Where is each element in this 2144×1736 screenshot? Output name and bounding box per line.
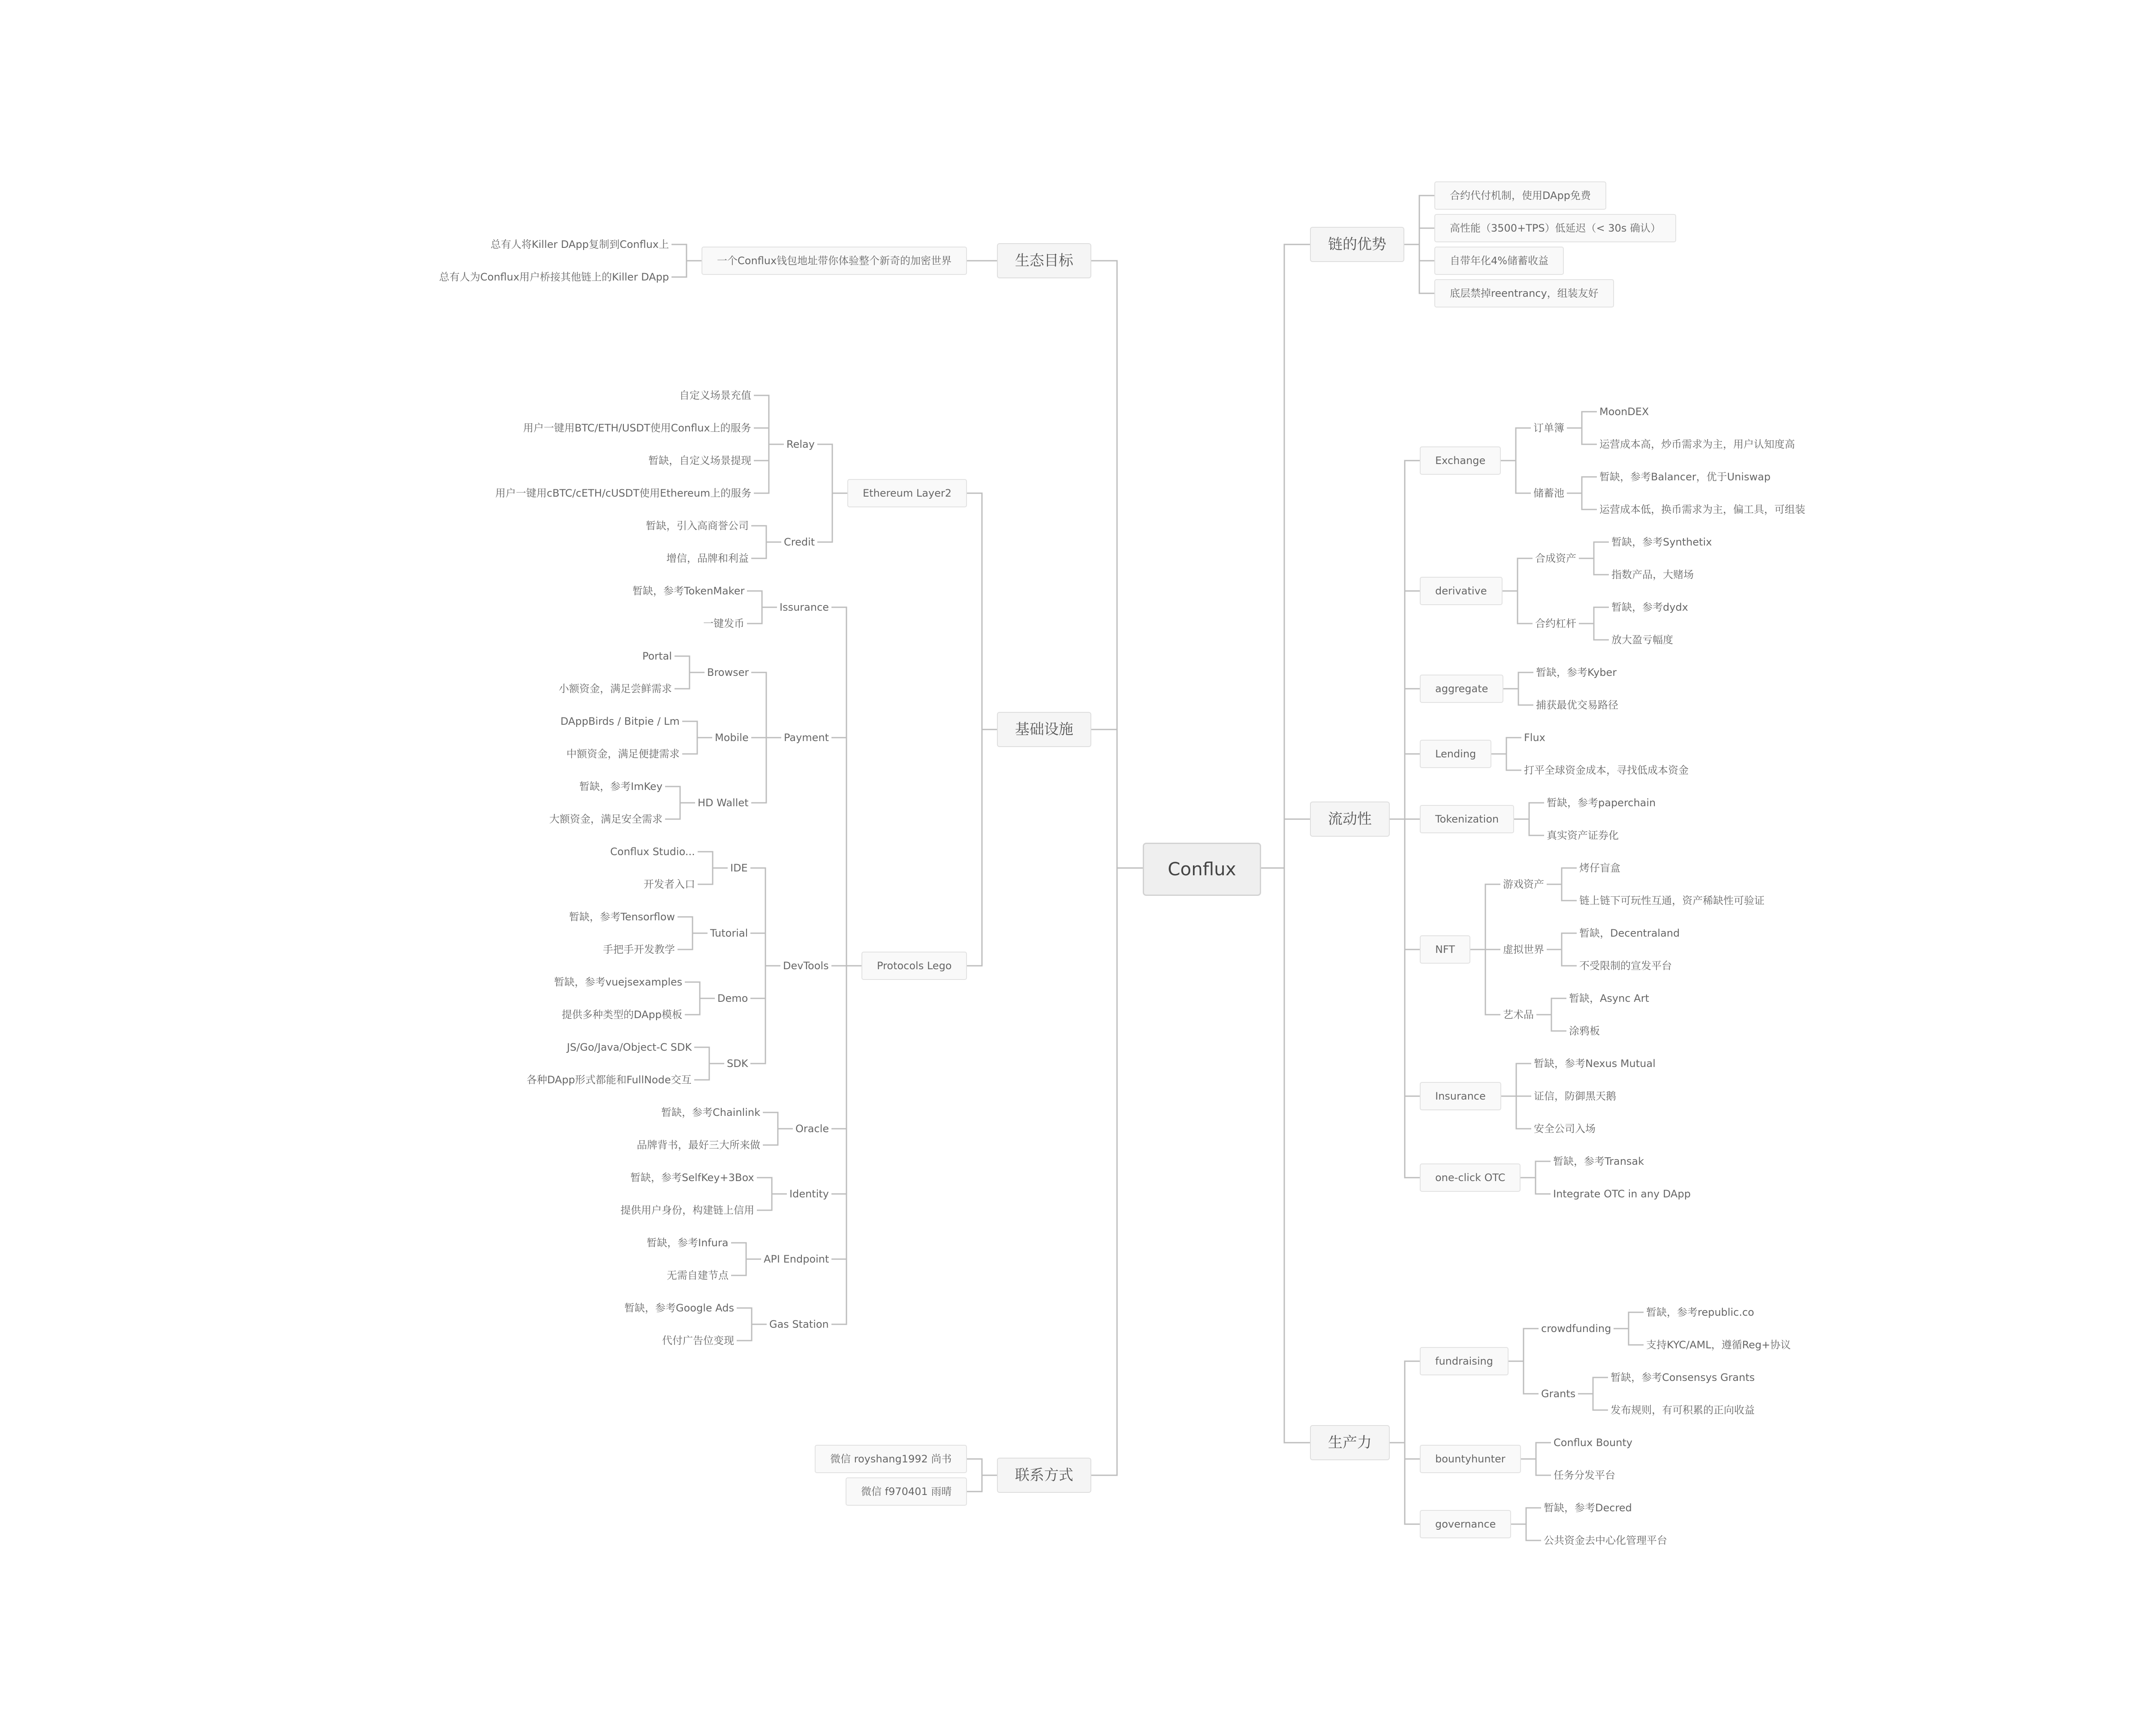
connector-line (1614, 1329, 1644, 1345)
connector-line (1521, 1443, 1551, 1459)
root-node-conflux[interactable]: Conflux (1143, 843, 1261, 896)
connector-line (1501, 428, 1531, 461)
topic-right-1-children-6[interactable]: Insurance (1420, 1082, 1501, 1110)
connector-line (665, 787, 695, 803)
connector-line (685, 982, 715, 998)
leaf-right-1-children-5-children-1-children-0[interactable]: 暂缺，Decentraland (1579, 927, 1680, 939)
connector-line (698, 852, 728, 868)
connector-line (694, 1064, 724, 1080)
connector-line (1578, 1394, 1608, 1410)
connector-line (672, 244, 702, 261)
topic-left-1-children-1-children-1[interactable]: Payment (784, 732, 829, 744)
leaf-right-1-children-3-children-0[interactable]: Flux (1524, 732, 1545, 744)
connector-line (1259, 819, 1310, 868)
connector-line (737, 1324, 767, 1341)
connector-line (1404, 244, 1434, 293)
leaf-left-2-children-0[interactable]: 微信 royshang1992 尚书 (815, 1445, 967, 1473)
connector-line (682, 738, 712, 754)
connector-line (1536, 1015, 1566, 1031)
connector-line (751, 672, 781, 738)
leaf-left-1-children-1-children-2-children-3-children-0[interactable]: JS/Go/Java/Object-C SDK (567, 1041, 692, 1053)
leaf-left-1-children-1-children-5-children-0[interactable]: 暂缺，参考Infura (647, 1237, 729, 1249)
leaf-left-1-children-1-children-0-children-1[interactable]: 一键发币 (703, 618, 744, 630)
leaf-left-1-children-1-children-3-children-1[interactable]: 品牌背书，最好三大所来做 (637, 1139, 760, 1151)
topic-right-1-children-5[interactable]: NFT (1420, 935, 1470, 964)
leaf-left-1-children-1-children-1-children-2-children-0[interactable]: 暂缺，参考ImKey (579, 781, 662, 793)
leaf-right-2-children-0-children-0-children-0[interactable]: 暂缺，参考republic.co (1646, 1306, 1754, 1318)
topic-left-1-children-0-children-0[interactable]: Relay (786, 438, 815, 450)
connector-line (1579, 624, 1609, 640)
leaf-left-1-children-1-children-4-children-0[interactable]: 暂缺，参考SelfKey+3Box (630, 1172, 754, 1184)
topic-right-2-children-2[interactable]: governance (1420, 1510, 1511, 1538)
connector-line (1521, 1161, 1551, 1178)
leaf-left-1-children-0-children-0-children-0[interactable]: 自定义场景充值 (679, 389, 751, 401)
connector-line (737, 1308, 767, 1324)
leaf-right-1-children-5-children-1-children-1[interactable]: 不受限制的宣发平台 (1579, 960, 1672, 972)
topic-right-1-children-0-children-0[interactable]: 订单簿 (1533, 422, 1564, 434)
connector-line (1470, 949, 1500, 1015)
leaf-left-1-children-0-children-0-children-2[interactable]: 暂缺，自定义场景提现 (648, 455, 751, 467)
leaf-left-0-children-0-children-1[interactable]: 总有人为Conflux用户桥接其他链上的Killer DApp (439, 271, 669, 283)
connector-line (1578, 1377, 1608, 1394)
connector-line (1503, 558, 1533, 591)
connector-line (1567, 477, 1597, 493)
connector-line (1503, 689, 1533, 705)
topic-right-1-children-1-children-0[interactable]: 合成资产 (1535, 552, 1576, 564)
topic-right-2-children-1[interactable]: bountyhunter (1420, 1445, 1521, 1473)
connector-line (1470, 884, 1500, 949)
leaf-right-0-children-1[interactable]: 高性能（3500+TPS）低延迟（< 30s 确认） (1434, 214, 1676, 242)
connector-line (731, 1243, 761, 1259)
leaf-left-2-children-1[interactable]: 微信 f970401 雨晴 (846, 1477, 967, 1506)
connector-line (1503, 672, 1533, 689)
connector-line (1390, 819, 1420, 1178)
topic-left-1-children-1-children-2-children-3[interactable]: SDK (727, 1058, 748, 1070)
leaf-right-1-children-4-children-0[interactable]: 暂缺，参考paperchain (1547, 797, 1656, 809)
leaf-right-1-children-7-children-0[interactable]: 暂缺，参考Transak (1553, 1155, 1644, 1167)
branch-left-2[interactable]: 联系方式 (997, 1458, 1091, 1493)
leaf-right-1-children-1-children-1-children-1[interactable]: 放大盈亏幅度 (1611, 634, 1673, 646)
leaf-right-1-children-6-children-2[interactable]: 安全公司入场 (1534, 1123, 1596, 1135)
connector-line (675, 656, 705, 672)
leaf-left-1-children-1-children-5-children-1[interactable]: 无需自建节点 (667, 1269, 729, 1281)
topic-right-2-children-0-children-0[interactable]: crowdfunding (1541, 1323, 1611, 1335)
branch-right-2[interactable]: 生产力 (1310, 1425, 1390, 1460)
connector-line (1404, 228, 1434, 244)
leaf-left-1-children-1-children-2-children-0-children-0[interactable]: Conflux Studio... (610, 846, 695, 858)
leaf-left-1-children-1-children-3-children-0[interactable]: 暂缺，参考Chainlink (661, 1106, 760, 1118)
leaf-left-1-children-0-children-1-children-0[interactable]: 暂缺，引入高商誉公司 (646, 520, 749, 532)
connector-line (1511, 1508, 1541, 1524)
connector-line (754, 444, 784, 493)
topic-left-1-children-1-children-0[interactable]: Issurance (780, 601, 829, 613)
branch-left-1[interactable]: 基础设施 (997, 712, 1091, 747)
connector-line (1511, 1524, 1541, 1540)
connector-line (672, 261, 702, 277)
connector-line (751, 738, 781, 803)
connector-line (675, 672, 705, 689)
leaf-right-0-children-3[interactable]: 底层禁掉reentrancy，组装友好 (1434, 279, 1614, 307)
connector-line (1547, 884, 1577, 901)
connector-line (1567, 493, 1597, 509)
leaf-left-1-children-1-children-2-children-1-children-0[interactable]: 暂缺，参考Tensorflow (569, 911, 675, 923)
topic-left-1-children-0-children-1[interactable]: Credit (784, 536, 815, 548)
leaf-left-1-children-1-children-0-children-0[interactable]: 暂缺，参考TokenMaker (632, 585, 745, 597)
connector-line (1567, 428, 1597, 444)
topic-left-1-children-1-children-1-children-0[interactable]: Browser (707, 666, 749, 678)
topic-left-1-children-1-children-1-children-1[interactable]: Mobile (715, 732, 749, 744)
connector-line (1501, 461, 1531, 493)
connector-line (678, 917, 708, 933)
connector-line (831, 738, 861, 966)
leaf-left-1-children-0-children-0-children-1[interactable]: 用户一键用BTC/ETH/USDT使用Conflux上的服务 (523, 422, 751, 434)
connector-line (1501, 1096, 1531, 1129)
topic-right-1-children-1[interactable]: derivative (1420, 577, 1503, 605)
connector-line (967, 729, 997, 966)
topic-right-1-children-5-children-2[interactable]: 艺术品 (1503, 1009, 1534, 1021)
connector-line (1521, 1178, 1551, 1194)
leaf-right-1-children-1-children-0-children-1[interactable]: 指数产品，大赌场 (1611, 569, 1694, 581)
topic-left-1-children-1-children-5[interactable]: API Endpoint (764, 1253, 829, 1265)
connector-line (1390, 1443, 1420, 1524)
leaf-left-1-children-1-children-6-children-0[interactable]: 暂缺，参考Google Ads (624, 1302, 734, 1314)
leaf-left-1-children-1-children-4-children-1[interactable]: 提供用户身份，构建链上信用 (620, 1204, 754, 1216)
connector-line (1547, 933, 1577, 949)
topic-left-1-children-0[interactable]: Ethereum Layer2 (847, 479, 967, 507)
leaf-right-2-children-1-children-0[interactable]: Conflux Bounty (1554, 1437, 1632, 1449)
leaf-right-2-children-0-children-0-children-1[interactable]: 支持KYC/AML，遵循Reg+协议 (1646, 1339, 1791, 1351)
topic-right-1-children-1-children-1[interactable]: 合约杠杆 (1535, 618, 1576, 630)
connector-line (757, 1178, 787, 1194)
topic-right-1-children-2[interactable]: aggregate (1420, 675, 1503, 703)
connector-line (763, 1112, 793, 1129)
leaf-left-1-children-1-children-2-children-1-children-1[interactable]: 手把手开发教学 (603, 943, 675, 955)
leaf-right-2-children-1-children-1[interactable]: 任务分发平台 (1554, 1469, 1615, 1481)
leaf-right-1-children-0-children-0-children-0[interactable]: MoonDEX (1599, 406, 1649, 418)
leaf-right-2-children-2-children-0[interactable]: 暂缺，参考Decred (1544, 1502, 1632, 1514)
leaf-right-1-children-0-children-1-children-0[interactable]: 暂缺，参考Balancer，优于Uniswap (1599, 471, 1771, 483)
connector-line (1259, 244, 1310, 868)
connector-line (757, 1194, 787, 1210)
branch-right-1[interactable]: 流动性 (1310, 802, 1390, 837)
connector-line (1536, 998, 1566, 1015)
connector-line (1547, 949, 1577, 966)
topic-left-1-children-1-children-2-children-2[interactable]: Demo (717, 992, 748, 1004)
leaf-right-1-children-5-children-2-children-1[interactable]: 涂鸦板 (1569, 1025, 1600, 1037)
leaf-right-1-children-1-children-0-children-0[interactable]: 暂缺，参考Synthetix (1611, 536, 1712, 548)
connector-line (1514, 803, 1544, 819)
leaf-left-1-children-1-children-2-children-3-children-1[interactable]: 各种DApp形式都能和FullNode交互 (527, 1074, 692, 1086)
leaf-right-2-children-0-children-1-children-0[interactable]: 暂缺，参考Consensys Grants (1611, 1371, 1755, 1383)
leaf-right-1-children-4-children-1[interactable]: 真实资产证券化 (1547, 829, 1619, 841)
connector-line (750, 966, 780, 1064)
leaf-left-1-children-1-children-1-children-0-children-0[interactable]: Portal (642, 650, 672, 662)
connector-line (665, 803, 695, 819)
connector-line (750, 933, 780, 966)
leaf-right-1-children-3-children-1[interactable]: 打平全球资金成本，寻找低成本资金 (1524, 764, 1689, 776)
connector-line (747, 591, 777, 607)
leaf-left-1-children-1-children-1-children-1-children-1[interactable]: 中额资金，满足便捷需求 (566, 748, 680, 760)
connector-line (682, 721, 712, 738)
connector-line (1514, 819, 1544, 835)
topic-left-1-children-1-children-2[interactable]: DevTools (783, 960, 829, 972)
connector-line (747, 607, 777, 624)
leaf-right-1-children-2-children-1[interactable]: 捕获最优交易路径 (1536, 699, 1618, 711)
connector-line (678, 933, 708, 949)
connector-line (1579, 542, 1609, 558)
topic-right-1-children-7[interactable]: one-click OTC (1420, 1163, 1521, 1192)
connector-line (1501, 1064, 1531, 1096)
connector-line (831, 966, 861, 1324)
connector-line (1547, 868, 1577, 884)
leaf-right-1-children-0-children-0-children-1[interactable]: 运营成本高，炒币需求为主，用户认知度高 (1599, 438, 1795, 450)
leaf-left-1-children-0-children-1-children-1[interactable]: 增信，品牌和利益 (666, 552, 749, 564)
connector-line (1567, 412, 1597, 428)
leaf-left-1-children-1-children-1-children-1-children-0[interactable]: DAppBirds / Bitpie / Lm (560, 715, 680, 727)
connector-line (763, 1129, 793, 1145)
topic-left-1-children-1-children-4[interactable]: Identity (789, 1188, 829, 1200)
connector-line (1579, 607, 1609, 624)
leaf-right-0-children-2[interactable]: 自带年化4%储蓄收益 (1434, 247, 1564, 275)
connector-line (1503, 591, 1533, 624)
connector-line (1579, 558, 1609, 575)
leaf-right-1-children-2-children-0[interactable]: 暂缺，参考Kyber (1536, 666, 1617, 678)
connector-line (817, 444, 847, 493)
connector-line (1091, 868, 1143, 1475)
topic-right-1-children-5-children-1[interactable]: 虚拟世界 (1503, 943, 1544, 955)
leaf-left-1-children-0-children-0-children-3[interactable]: 用户一键用cBTC/cETH/cUSDT使用Ethereum上的服务 (495, 487, 752, 499)
leaf-right-1-children-6-children-1[interactable]: 证信，防御黑天鹅 (1534, 1090, 1616, 1102)
leaf-right-1-children-0-children-1-children-1[interactable]: 运营成本低，换币需求为主，偏工具，可组装 (1599, 503, 1805, 515)
connector-line (694, 1047, 724, 1064)
branch-right-0[interactable]: 链的优势 (1310, 227, 1404, 262)
topic-right-1-children-0[interactable]: Exchange (1420, 446, 1501, 475)
connector-line (967, 493, 997, 729)
topic-right-2-children-0-children-1[interactable]: Grants (1541, 1388, 1576, 1400)
connector-line (1491, 754, 1521, 770)
connector-line (1614, 1312, 1644, 1329)
connector-line (685, 998, 715, 1015)
leaf-left-1-children-1-children-1-children-2-children-1[interactable]: 大额资金，满足安全需求 (549, 813, 662, 825)
topic-left-1-children-1[interactable]: Protocols Lego (861, 952, 967, 980)
connector-line (1390, 754, 1420, 819)
leaf-right-2-children-0-children-1-children-1[interactable]: 发布规则，有可积累的正向收益 (1611, 1404, 1755, 1416)
leaf-right-2-children-2-children-1[interactable]: 公共资金去中心化管理平台 (1544, 1534, 1667, 1546)
connector-line (967, 1459, 997, 1475)
connector-line (1521, 1459, 1551, 1475)
connector-line (1491, 738, 1521, 754)
connector-line (751, 526, 781, 542)
connector-line (817, 493, 847, 542)
connector-line (1390, 1361, 1420, 1443)
topic-left-0-children-0[interactable]: 一个Conflux钱包地址带你体验整个新奇的加密世界 (702, 247, 967, 275)
topic-right-2-children-0[interactable]: fundraising (1420, 1347, 1509, 1375)
connector-line (754, 428, 784, 444)
topic-left-1-children-1-children-3[interactable]: Oracle (795, 1123, 829, 1135)
topic-left-1-children-1-children-2-children-1[interactable]: Tutorial (710, 927, 748, 939)
connector-line (1509, 1361, 1539, 1394)
topic-right-1-children-4[interactable]: Tokenization (1420, 805, 1514, 833)
topic-left-1-children-1-children-6[interactable]: Gas Station (769, 1318, 829, 1330)
leaf-left-1-children-1-children-2-children-2-children-1[interactable]: 提供多种类型的DApp模板 (562, 1009, 682, 1021)
connector-line (967, 1475, 997, 1492)
leaf-right-0-children-0[interactable]: 合约代付机制，使用DApp免费 (1434, 181, 1606, 210)
leaf-right-1-children-5-children-0-children-0[interactable]: 烤仔盲盒 (1579, 862, 1620, 874)
topic-right-1-children-3[interactable]: Lending (1420, 740, 1491, 768)
leaf-left-1-children-1-children-2-children-0-children-1[interactable]: 开发者入口 (644, 878, 695, 890)
leaf-left-1-children-1-children-6-children-1[interactable]: 代付广告位变现 (662, 1335, 734, 1347)
leaf-left-0-children-0-children-0[interactable]: 总有人将Killer DApp复制到Conflux上 (491, 238, 669, 250)
connector-line (1509, 1329, 1539, 1361)
connector-line (1259, 868, 1310, 1443)
leaf-right-1-children-1-children-1-children-0[interactable]: 暂缺，参考dydx (1611, 601, 1688, 613)
connector-line (751, 542, 781, 558)
topic-right-1-children-5-children-0[interactable]: 游戏资产 (1503, 878, 1544, 890)
connector-line (731, 1259, 761, 1275)
leaf-right-1-children-7-children-1[interactable]: Integrate OTC in any DApp (1553, 1188, 1691, 1200)
branch-left-0[interactable]: 生态目标 (997, 243, 1091, 278)
topic-right-1-children-0-children-1[interactable]: 储蓄池 (1533, 487, 1564, 499)
leaf-left-1-children-1-children-2-children-2-children-0[interactable]: 暂缺，参考vuejsexamples (554, 976, 683, 988)
connector-line (698, 868, 728, 884)
leaf-left-1-children-1-children-1-children-0-children-1[interactable]: 小额资金，满足尝鲜需求 (559, 683, 672, 695)
leaf-right-1-children-5-children-0-children-1[interactable]: 链上链下可玩性互通，资产稀缺性可验证 (1579, 895, 1765, 907)
topic-left-1-children-1-children-2-children-0[interactable]: IDE (730, 862, 748, 874)
topic-left-1-children-1-children-1-children-2[interactable]: HD Wallet (698, 797, 749, 809)
connector-line (1091, 729, 1143, 868)
leaf-right-1-children-5-children-2-children-0[interactable]: 暂缺，Async Art (1569, 992, 1649, 1004)
leaf-right-1-children-6-children-0[interactable]: 暂缺，参考Nexus Mutual (1534, 1058, 1656, 1070)
